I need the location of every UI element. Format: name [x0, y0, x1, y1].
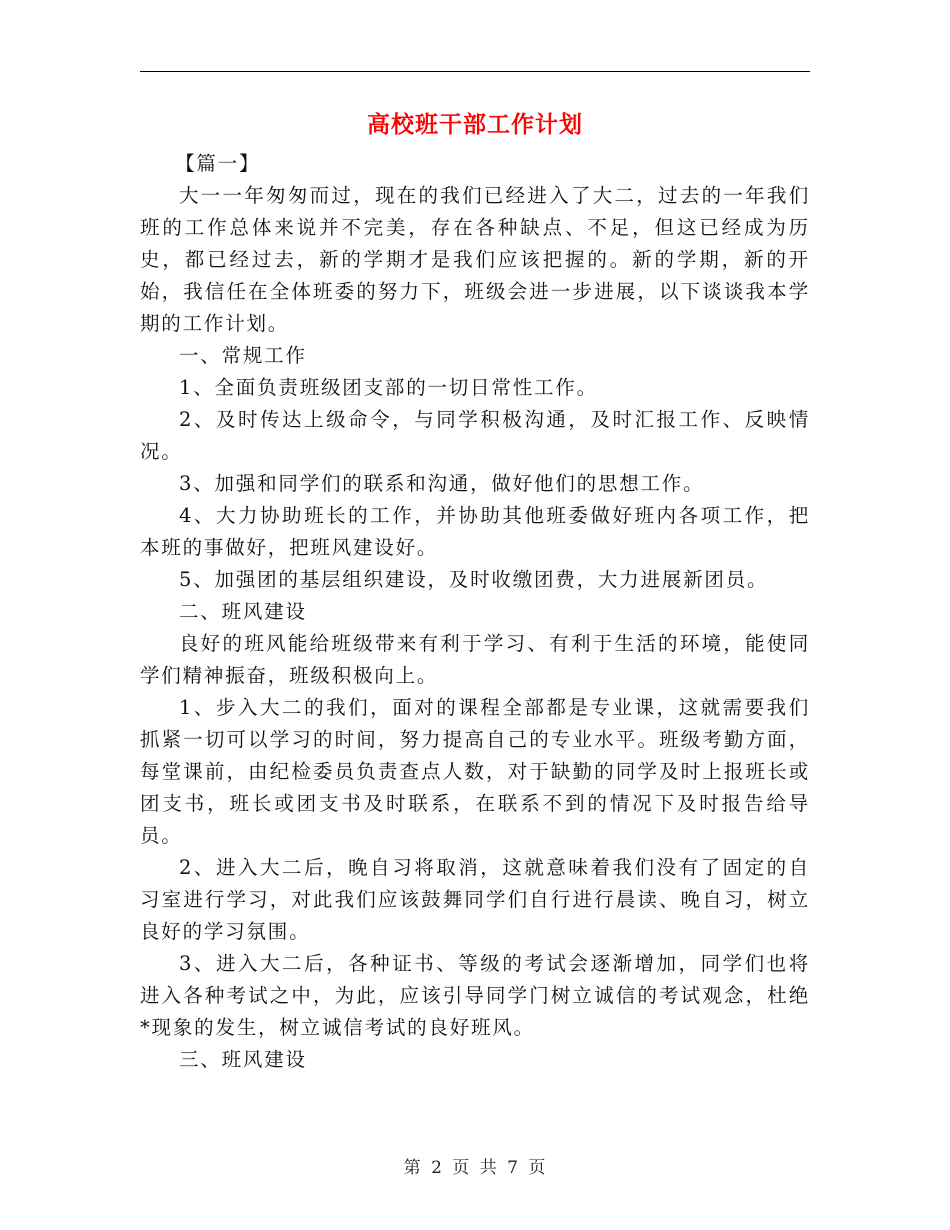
document-body	[140, 148, 810, 1076]
intro-paragraph: 大一一年匆匆而过，现在的我们已经进入了大二，过去的一年我们班的工作总体来说并不完美，存在各种缺点、不足，但这已经成为历史，都已经过去，新的学期才是我们应该把握的。新的学期，新的开始，我信任在全体班委的努力下，班级会进一步进展，以下谈谈我本学期的工作计划。	[140, 184, 810, 335]
header-rule	[140, 71, 810, 72]
section-heading: 三、班风建设	[179, 1048, 307, 1071]
section-heading: 一、常规工作	[179, 344, 307, 367]
list-item: 1、全面负责班级团支部的一切日常性工作。	[179, 376, 598, 399]
list-item: 3、加强和同学们的联系和沟通，做好他们的思想工作。	[179, 472, 705, 495]
document-title: 高校班干部工作计划	[367, 111, 583, 138]
body-paragraph: 良好的班风能给班级带来有利于学习、有利于生活的环境，能使同学们精神振奋，班级积极向上。	[140, 632, 810, 687]
list-item: 3、进入大二后，各种证书、等级的考试会逐渐增加，同学们也将进入各种考试之中，为此，应该引导同学门树立诚信的考试观念，杜绝*现象的发生，树立诚信考试的良好班风。	[140, 952, 810, 1039]
page-number: 第 2 页 共 7 页	[403, 1158, 547, 1178]
list-item: 1、步入大二的我们，面对的课程全部都是专业课，这就需要我们抓紧一切可以学习的时间，努力提高自己的专业水平。班级考勤方面，每堂课前，由纪检委员负责查点人数，对于缺勤的同学及时上报班长或团支书，班长或团支书及时联系，在联系不到的情况下及时报告给导员。	[140, 696, 810, 847]
list-item: 2、进入大二后，晚自习将取消，这就意味着我们没有了固定的自习室进行学习，对此我们应该鼓舞同学们自行进行晨读、晚自习，树立良好的学习氛围。	[140, 856, 810, 943]
list-item: 2、及时传达上级命令，与同学积极沟通，及时汇报工作、反映情况。	[140, 408, 810, 463]
list-item: 4、大力协助班长的工作，并协助其他班委做好班内各项工作，把本班的事做好，把班风建设好。	[140, 504, 810, 559]
section-heading: 二、班风建设	[179, 600, 307, 623]
list-item: 5、加强团的基层组织建设，及时收缴团费，大力进展新团员。	[179, 568, 769, 591]
section-tag: 【篇一】	[175, 152, 261, 175]
